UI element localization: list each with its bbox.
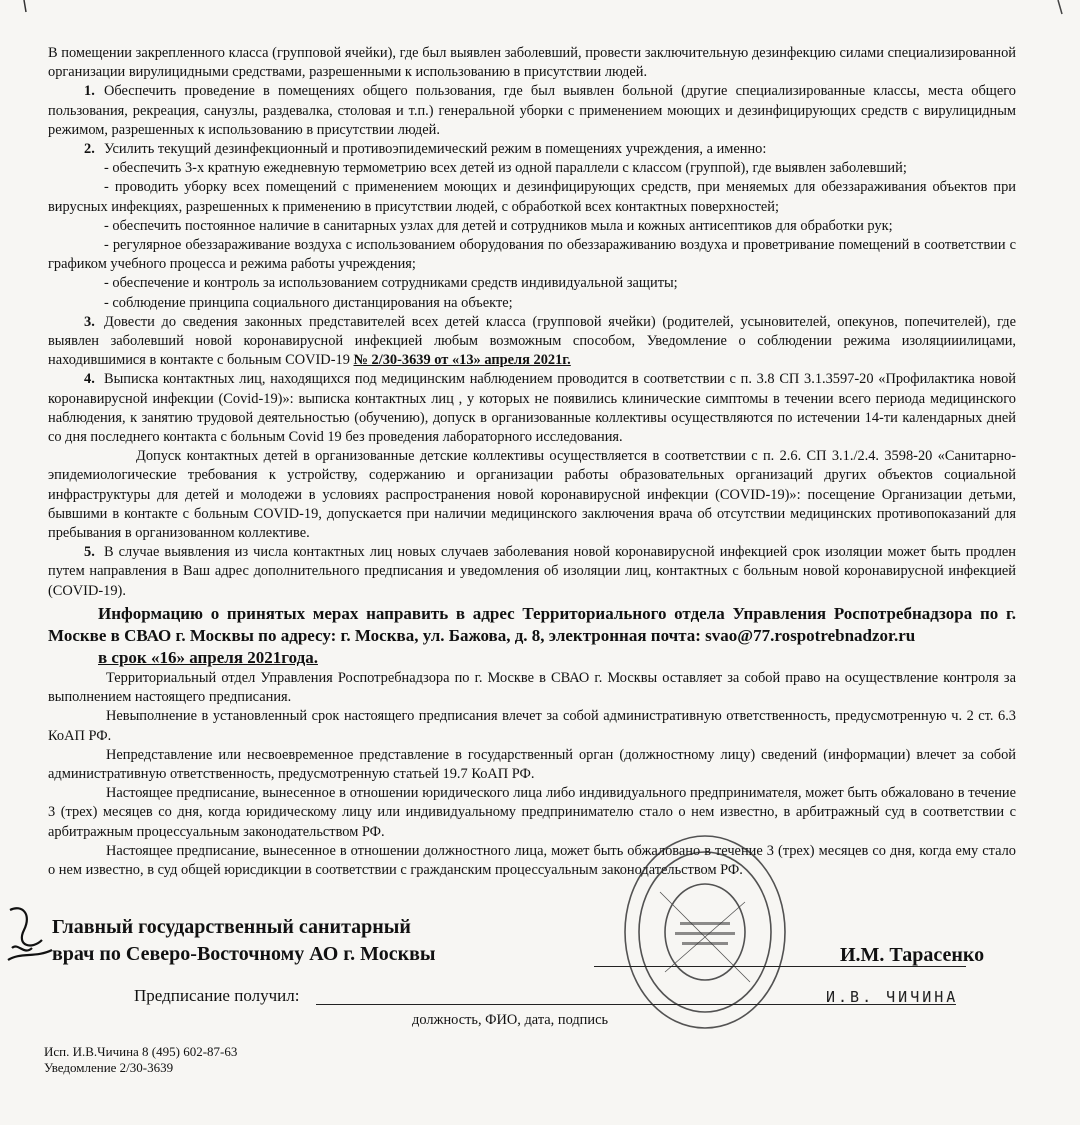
signatory-title-line1: Главный государственный санитарный [52,916,411,938]
item-3 [48,313,1016,371]
paragraph-control: Территориальный отдел Управления Роспотребнадзора по г. Москве в СВАО г. Москвы оставляет за собой право на осуществление контроля за выполнением настоящего предписания. [48,669,1016,706]
paragraph-liability: Невыполнение в установленный срок настоящего предписания влечет за собой административную ответственность, предусмотренную ч. 2 ст. 6.3 КоАП РФ. [48,708,1016,744]
item-5-text: В случае выявления из числа контактных лиц новых случаев заболевания новой коронавирусной инфекцией срок изоляции может быть продлен путем направления в Ваш адрес дополнительного предписания и уведомления об изоляции лиц, контактных с больным новой коронавирусной инфекцией (COVID-19). [48,544,1016,599]
executor-contact: Исп. И.В.Чичина 8 (495) 602-87-63 [44,1044,238,1059]
document-footer [44,1044,237,1076]
scan-edge-mark [0,0,1080,40]
item-1-number: 1. [84,83,95,100]
paragraph-admission: Допуск контактных детей в организованные детские коллективы осуществляется в соответствии с п. 2.6. СП 3.1./2.4. 3598-20 «Санитарно-эпидемиологические требования к устройству, содержанию и организации работы образовательных организаций других объектов социальной инфраструктуры для детей и молодежи в условиях распространения новой коронавирусной инфекции (COVID-19)»: посещение Организации детьми, бывшими в контакте с больным COVID-19, допускается при наличии медицинского заключения врача об отсутствии медицинских противопоказаний для пребывания в организованном коллективе. [48,448,1016,542]
item-1-text: Обеспечить проведение в помещениях общего пользования, где был выявлен больной (другие специализированные классы, места общего пользования, рекреация, санузлы, раздевалка, столовая и т.п.) генеральной уборки с применением моющих и дезинфицирующих средств с вирулицидным режимом, разрешенных к использованию в присутствии людей. [48,83,1016,138]
official-seal-stamp [620,832,790,1032]
item-5 [48,543,1016,601]
paragraph-nonsubmission: Непредставление или несвоевременное представление в государственный орган (должностному лицу) сведений (информации) влечет за собой административную ответственность, предусмотренную статьей 19.7 КоАП РФ. [48,746,1016,782]
bullet-item: - обеспечение и контроль за использованием сотрудниками средств индивидуальной защиты; [104,275,678,292]
signatory-title-line2: врач по Северо-Восточному АО г. Москвы [52,943,436,965]
item-4-text: Выписка контактных лиц, находящихся под медицинским наблюдением проводится в соответствии с п. 3.8 СП 3.1.3597-20 «Профилактика новой коронавирусной инфекции (Covid-19)»: выписка контактных лиц , у которых не появились клинические симптомы в течении всего периода медицинского наблюдения, к занятию трудовой деятельностью (обучению), допуск в организованные коллективы осуществляются по истечении 14-ти календарных дней со дня последнего контакта с больным Covid 19 без проведения лабораторного исследования. [48,371,1016,446]
item-3-number: 3. [84,313,95,330]
signatory-title [52,914,436,968]
deadline: в срок «16» апреля 2021года. [98,647,318,667]
paragraph-appeal-official: Настоящее предписание, вынесенное в отношении должностного лица, может быть обжаловано в течение 3 (трех) месяцев со дня, когда ему стало о нем известно, в суд общей юрисдикции в соответствии с гражданским процессуальным законодательством РФ. [48,842,1016,878]
item-2 [48,140,1016,159]
item-3-text: Довести до сведения законных представителей всех детей класса (групповой ячейки) (родителей, усыновителей, опекунов, попечителей), где выявлен заболевший новой коронавирусной инфекцией любым возможным способом, Уведомление о соблюдении режима изоляцииилицами, находившимися в контакте с больным COVID-19 [48,313,1016,369]
info-directive: Информацию о принятых мерах направить в адрес Территориального отдела Управления Роспотребнадзора по г. Москве в СВАО г. Москвы по адресу: г. Москва, ул. Бажова, д. 8, электронная почта: svao@77.rospotrebnadzor.ru [48,603,1016,645]
signatory-name: И.М. Тарасенко [840,944,985,966]
bullet-item: - регулярное обеззараживание воздуха с использованием оборудования по обеззараживанию воздуха и проветривание помещений в соответствии с графиком учебного процесса и режима работы учреждения; [48,237,1016,273]
notice-number: Уведомление 2/30-3639 [44,1060,174,1075]
paragraph-intro: В помещении закрепленного класса (групповой ячейки), где был выявлен заболевший, провести заключительную дезинфекцию силами специализированной организации вирулицидными средствами, разрешенными к использованию в присутствии людей. [48,45,1016,81]
received-label: Предписание получил: [134,986,300,1005]
item-2-number: 2. [84,141,95,158]
item-2-text: Усилить текущий дезинфекционный и противоэпидемический режим в помещениях учреждения, а именно: [104,141,767,158]
bullet-item: - проводить уборку всех помещений с применением моющих и дезинфицирующих средств, при меняемых для обеззараживания объектов при вирусных инфекциях, разрешенных к применению в присутствии людей, с обработкой всех контактных поверхностей; [48,179,1016,215]
handwritten-receiver-name: И.В. ЧИЧИНА [826,988,959,1006]
item-4 [48,370,1016,447]
item-1 [48,82,1016,140]
bullet-item: - соблюдение принципа социального дистанцирования на объекте; [104,294,513,311]
received-caption: должность, ФИО, дата, подпись [412,1012,609,1028]
document-body [48,44,1016,880]
item-5-number: 5. [84,544,95,561]
bullet-item: - обеспечить 3-х кратную ежедневную термометрию всех детей из одной параллели с классом (группой), где выявлен заболевший; [104,160,907,177]
bullet-item: - обеспечить постоянное наличие в санитарных узлах для детей и сотрудников мыла и кожных антисептиков для обработки рук; [104,217,893,234]
paragraph-appeal-legal: Настоящее предписание, вынесенное в отношении юридического лица либо индивидуального предпринимателя, может быть обжаловано в течение 3 (трех) месяцев со дня, когда юридическому лицу или индивидуальному предпринимателю стало о нем известно, в арбитражный суд в соответствии с арбитражным процессуальным законодательством РФ. [48,785,1016,840]
item-4-number: 4. [84,371,95,388]
notice-reference: № 2/30-3639 от «13» апреля 2021г. [353,352,571,369]
